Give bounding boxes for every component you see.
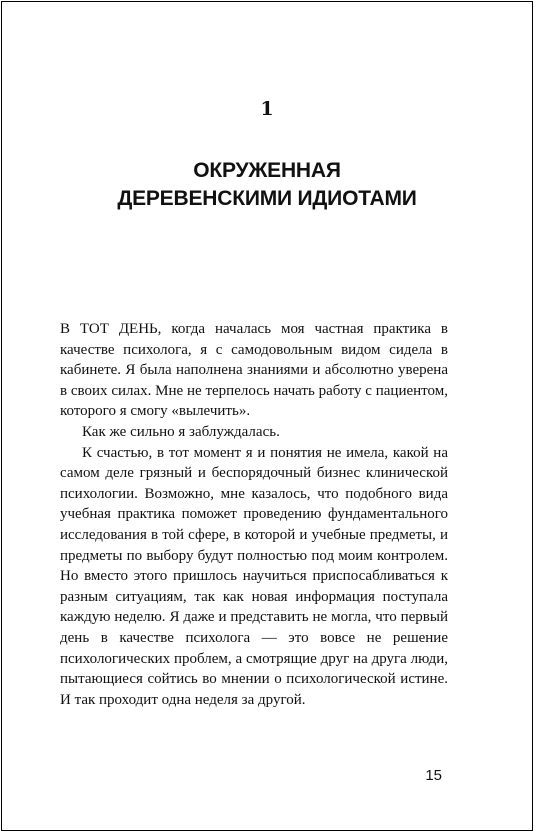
chapter-body [60,319,448,710]
book-page [1,1,533,831]
paragraph-2: Как же сильно я заблуждалась. [82,423,280,440]
chapter-title [2,157,532,213]
paragraph-3: К счастью, в тот момент я и понятия не имела, какой на самом деле грязный и беспорядочный бизнес клинической психологии. Возможно, мне казалось, что подобного вида учебная практика поможет проведению фундаментального исследования в той сфере, в которой и учебные предметы, и предметы по выбору будут полностью под моим контролем. Но вместо этого пришлось научиться приспосабливаться к разным ситуациям, так как новая информация поступала каждую неделю. Я даже и представить не могла, что первый день в качестве психолога — это вовсе не решение психологических проблем, а смотрящие друг на друга люди, пытающиеся сойтись во мнении о психологической истине. И так проходит одна неделя за другой. [60,444,448,708]
paragraph-1: В ТОТ ДЕНЬ, когда началась моя частная практика в качестве психолога, я с самодовольным видом сидела в кабинете. Я была наполнена знаниями и абсолютно уверена в своих силах. Мне не терпелось начать работу с пациентом, которого я смогу «вылечить». [60,321,448,420]
page-number: 15 [425,767,442,784]
chapter-title-line-1: ОКРУЖЕННАЯ [193,159,341,182]
chapter-number: 1 [260,98,274,120]
chapter-title-line-2: ДЕРЕВЕНСКИМИ ИДИОТАМИ [117,187,417,210]
